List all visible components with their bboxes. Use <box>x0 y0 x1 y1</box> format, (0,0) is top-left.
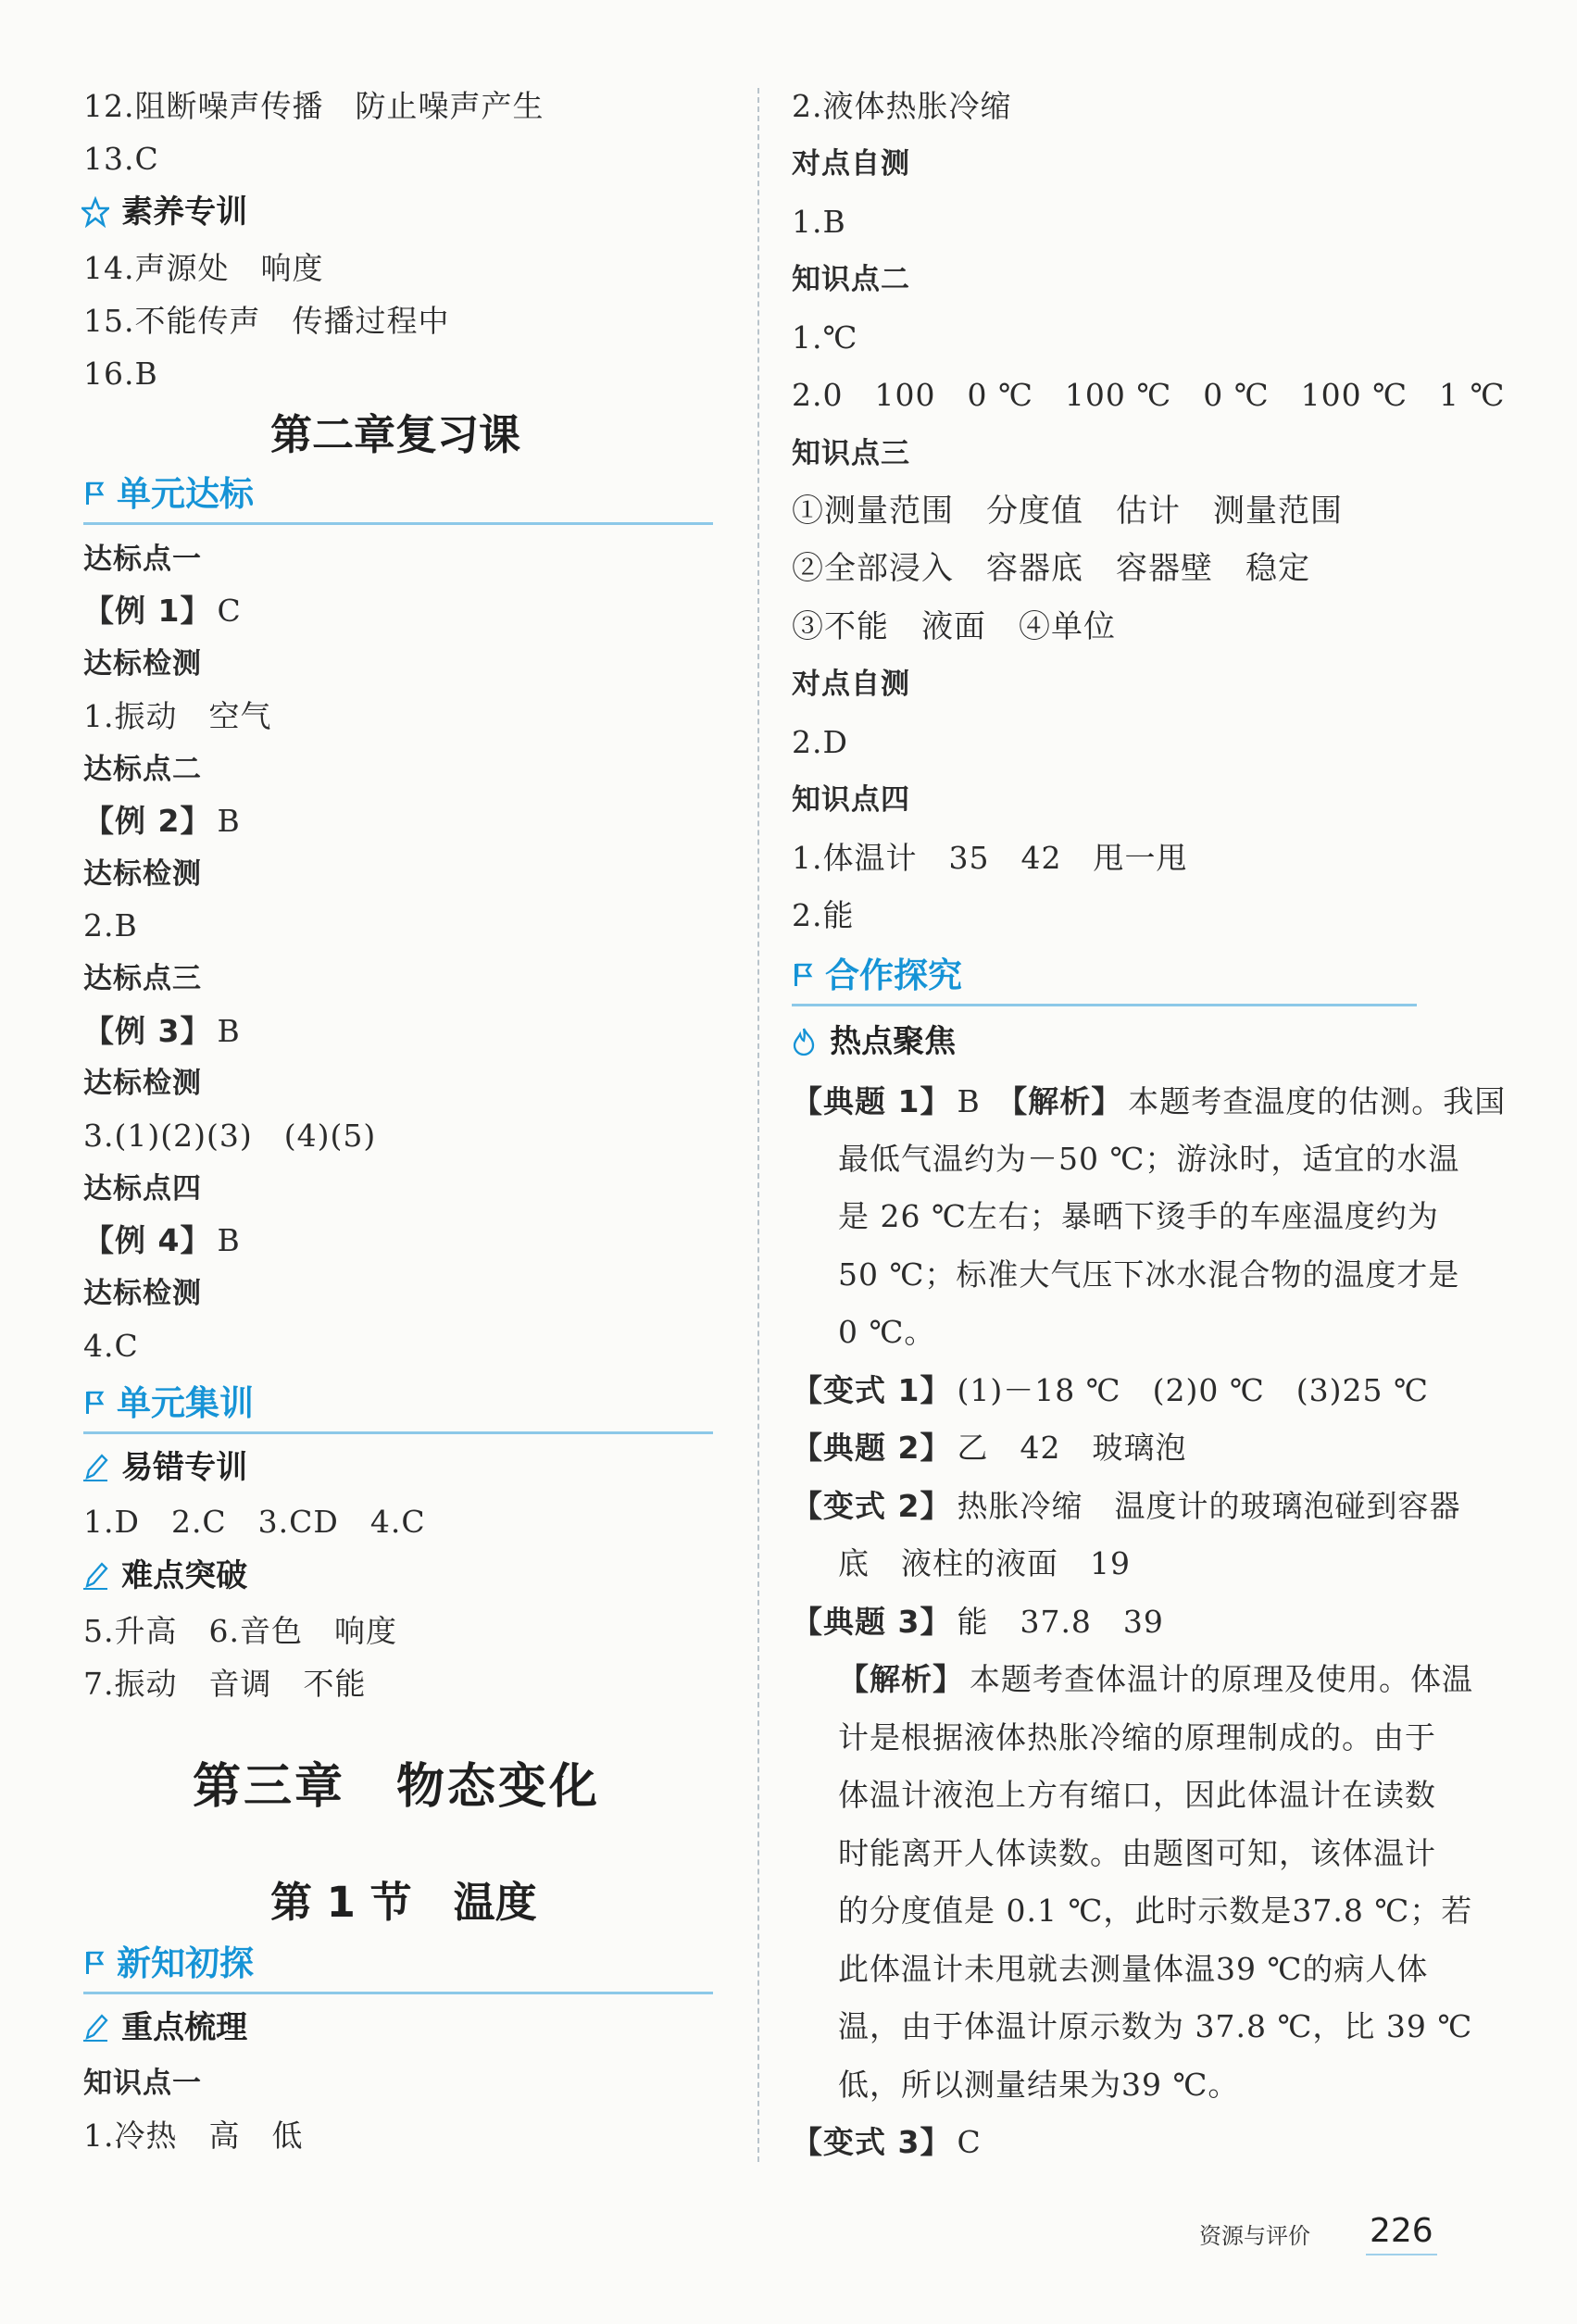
sub-heading-redian: 热点聚焦 <box>790 1021 956 1066</box>
example-line: 【例 3】 B <box>83 1013 241 1049</box>
variant-line: 【变式 3】 C <box>792 2124 982 2160</box>
answer-line: 2.能 <box>792 897 855 933</box>
example-line: 【例 4】 B <box>83 1222 241 1258</box>
checkpoint-heading: 达标点二 <box>83 753 202 786</box>
checkpoint-heading: 达标检测 <box>83 857 202 891</box>
flag-icon <box>83 1389 106 1417</box>
checkpoint-heading: 达标点一 <box>83 543 202 576</box>
self-test-heading: 对点自测 <box>792 147 910 181</box>
explanation-line: 是 26 ℃左右；暴晒下烫手的车座温度约为 <box>838 1198 1439 1234</box>
column-divider <box>757 88 759 2162</box>
self-test-heading: 对点自测 <box>792 668 910 701</box>
chapter-title: 第三章 物态变化 <box>193 1759 601 1815</box>
worked-example-line: 【典题 1】 B 【解析】 本题考查温度的估测。我国 <box>792 1083 1507 1119</box>
checkpoint-heading: 达标检测 <box>83 1277 202 1310</box>
knowledge-point-heading: 知识点二 <box>792 263 910 296</box>
knowledge-point-heading: 知识点四 <box>792 783 910 817</box>
explanation-line: 的分度值是 0.1 ℃，此时示数是37.8 ℃；若 <box>838 1893 1473 1929</box>
explanation-line: 低，所以测量结果为39 ℃。 <box>838 2067 1240 2103</box>
worked-example-line: 【典题 2】 乙 42 玻璃泡 <box>792 1430 1187 1466</box>
star-outline-icon <box>81 196 109 228</box>
checkpoint-heading: 达标点三 <box>83 962 202 995</box>
answer-line: 4.C <box>83 1328 139 1364</box>
section-title: 第 1 节 温度 <box>270 1878 537 1927</box>
answer-line: 2.液体热胀冷缩 <box>792 88 1012 124</box>
answer-line: 2.0 100 0 ℃ 100 ℃ 0 ℃ 100 ℃ 1 ℃ <box>792 377 1506 413</box>
answer-line: 14.声源处 响度 <box>83 250 324 286</box>
answer-line: ②全部浸入 容器底 容器壁 稳定 <box>792 550 1310 587</box>
checkpoint-heading: 达标检测 <box>83 647 202 681</box>
answer-line: 13.C <box>83 141 159 177</box>
variant-line: 【变式 2】 热胀冷缩 温度计的玻璃泡碰到容器 <box>792 1488 1461 1524</box>
section-heading-danyuan-jixun: 单元集训 <box>83 1380 713 1434</box>
footer-label: 资源与评价 <box>1199 2223 1310 2249</box>
flag-icon <box>83 1949 106 1977</box>
example-line: 【例 1】 C <box>83 593 242 629</box>
checkpoint-heading: 达标点四 <box>83 1172 202 1206</box>
answer-line: 1.体温计 35 42 甩一甩 <box>792 840 1188 876</box>
sub-heading-suyang: 素养专训 <box>81 192 247 236</box>
explanation-line: 最低气温约为－50 ℃；游泳时，适宜的水温 <box>838 1141 1460 1177</box>
chapter-review-title: 第二章复习课 <box>270 410 521 459</box>
section-heading-danyuan-dabiao: 单元达标 <box>83 470 713 525</box>
flag-icon <box>83 480 106 507</box>
pencil-icon <box>81 2012 109 2043</box>
sub-heading-yicuo: 易错专训 <box>81 1447 247 1492</box>
pencil-icon <box>81 1452 109 1483</box>
answer-line: 1.冷热 高 低 <box>83 2118 304 2154</box>
explanation-line: 体温计液泡上方有缩口，因此体温计在读数 <box>838 1777 1436 1813</box>
answer-line: 1.B <box>792 204 846 240</box>
knowledge-point-heading: 知识点三 <box>792 437 910 470</box>
answer-line: 16.B <box>83 356 158 392</box>
answer-line: 12.阻断噪声传播 防止噪声产生 <box>83 88 544 124</box>
answer-line: ③不能 液面 ④单位 <box>792 608 1116 645</box>
answer-line: 1.振动 空气 <box>83 698 272 734</box>
explanation-line: 【解析】 本题考查体温计的原理及使用。体温 <box>838 1661 1473 1697</box>
explanation-line: 此体温计未甩就去测量体温39 ℃的病人体 <box>838 1951 1429 1987</box>
answer-line: 1.D 2.C 3.CD 4.C <box>83 1504 426 1540</box>
section-heading-xinzhi: 新知初探 <box>83 1940 713 1994</box>
answer-line: 3.(1)(2)(3) (4)(5) <box>83 1118 377 1154</box>
explanation-line: 时能离开人体读数。由题图可知，该体温计 <box>838 1835 1436 1871</box>
answer-line: 15.不能传声 传播过程中 <box>83 303 450 339</box>
example-line: 【例 2】 B <box>83 803 241 839</box>
answer-line: 2.B <box>83 907 138 943</box>
explanation-line: 底 液柱的液面 19 <box>838 1545 1131 1581</box>
explanation-line: 0 ℃。 <box>838 1314 936 1350</box>
pencil-icon <box>81 1560 109 1592</box>
answer-line: 7.振动 音调 不能 <box>83 1666 367 1702</box>
checkpoint-heading: 达标检测 <box>83 1067 202 1100</box>
section-heading-hezuo: 合作探究 <box>792 952 1417 1006</box>
sub-heading-nandian: 难点突破 <box>81 1556 247 1600</box>
page-number: 226 <box>1366 2209 1437 2255</box>
answer-line: 1.℃ <box>792 319 858 356</box>
explanation-line: 计是根据液体热胀冷缩的原理制成的。由于 <box>838 1719 1436 1755</box>
flag-icon <box>792 961 814 989</box>
knowledge-point-heading: 知识点一 <box>83 2067 202 2100</box>
flame-icon <box>790 1026 818 1057</box>
answer-line: 2.D <box>792 724 848 760</box>
variant-line: 【变式 1】 (1)－18 ℃ (2)0 ℃ (3)25 ℃ <box>792 1372 1429 1408</box>
sub-heading-zhongdian: 重点梳理 <box>81 2007 247 2052</box>
worked-example-line: 【典题 3】 能 37.8 39 <box>792 1604 1164 1640</box>
explanation-line: 50 ℃；标准大气压下冰水混合物的温度才是 <box>838 1256 1460 1293</box>
answer-line: ①测量范围 分度值 估计 测量范围 <box>792 493 1343 530</box>
answer-line: 5.升高 6.音色 响度 <box>83 1613 397 1649</box>
explanation-line: 温，由于体温计原示数为 37.8 ℃，比 39 ℃ <box>838 2008 1473 2044</box>
